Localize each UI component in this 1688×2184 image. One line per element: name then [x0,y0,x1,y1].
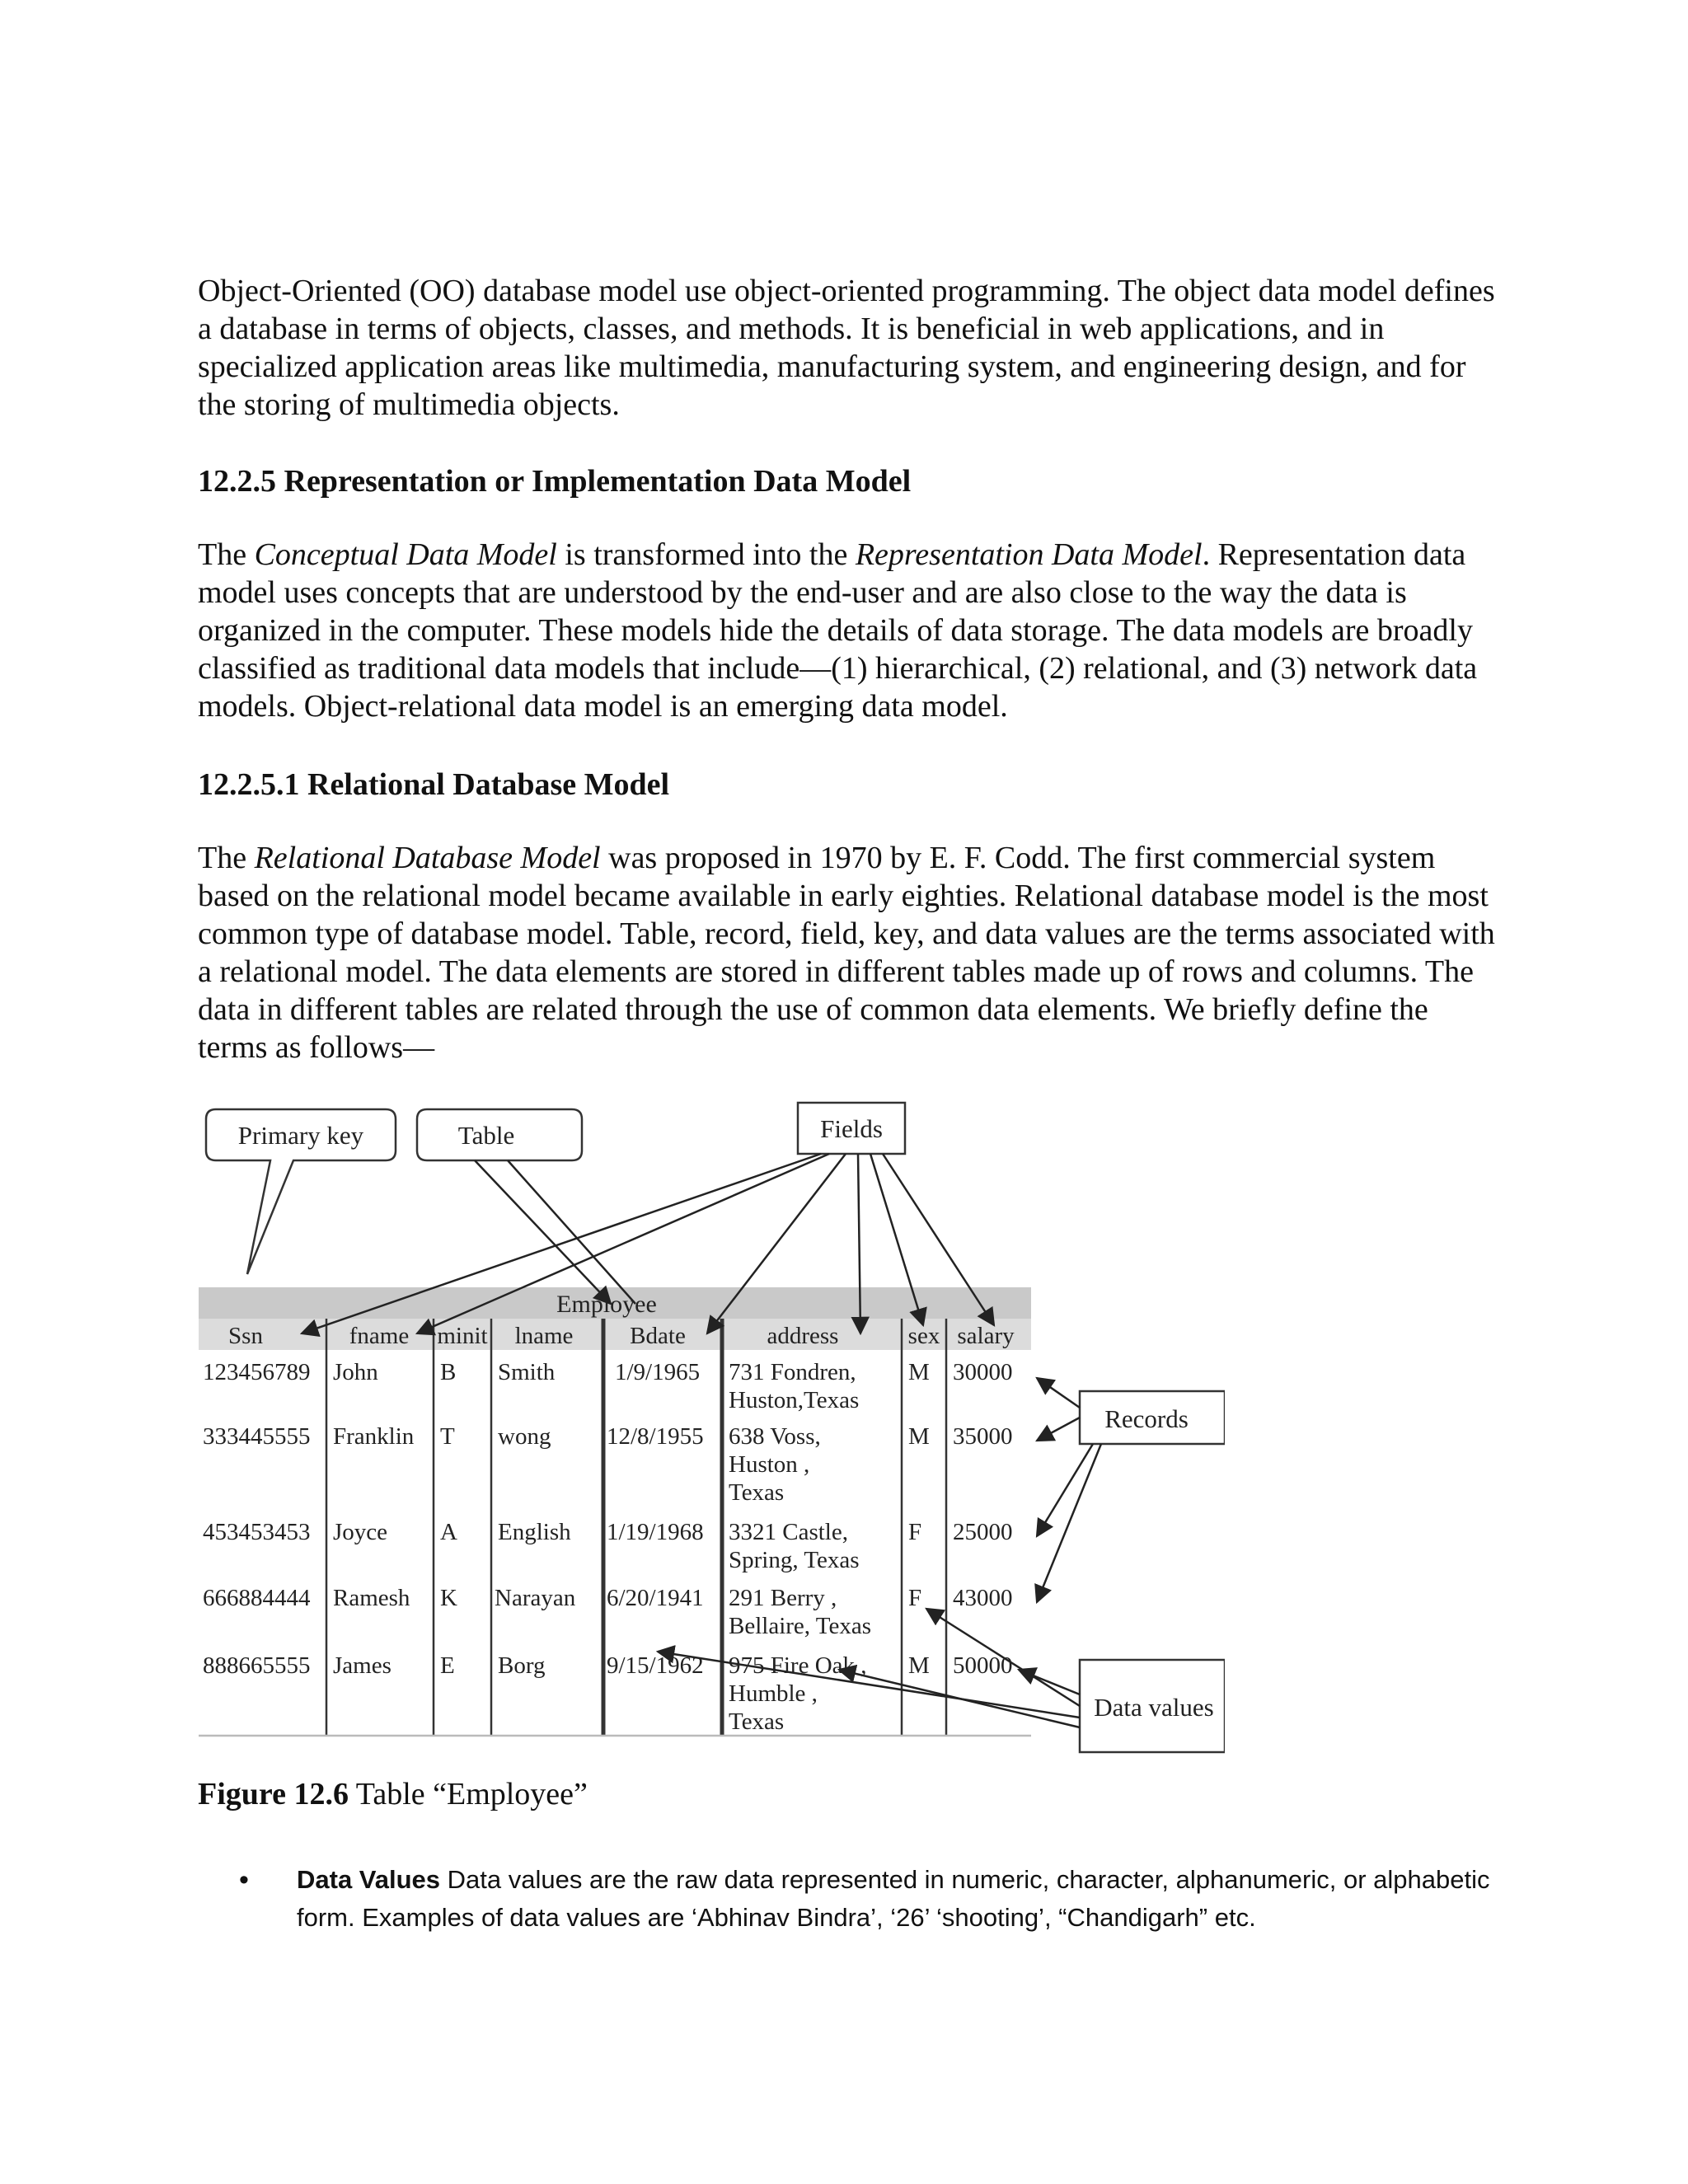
text-run: is transformed into the [556,537,856,572]
cell-lname: English [498,1519,571,1545]
bullet-item-data-values [297,1861,1533,1937]
arrow-record-3 [1037,1444,1093,1536]
cell-bdate: 1/19/1968 [607,1519,704,1545]
heading-relational-model: 12.2.5.1 Relational Database Model [198,767,670,802]
cell-sex: F [908,1585,922,1611]
arrow-record-2 [1037,1418,1080,1441]
term-relational-database-model: Relational Database Model [254,841,601,875]
text-run: The [198,841,255,875]
cell-address-line: 638 Voss, [729,1423,821,1450]
figure-caption [198,1776,588,1812]
term-representation-data-model: Representation Data Model [855,537,1203,572]
cell-fname: James [333,1652,392,1679]
bullet-definition: Data values are the raw data represented in numeric, character, alphanumeric, or alphabetic form. Examples of data values are ‘Abhinav Bindra’, ‘26’ ‘shooting’, “Chandigarh” etc. [297,1865,1490,1932]
bullet-icon: • [239,1864,249,1896]
cell-fname: Ramesh [333,1585,410,1611]
cell-sex: M [908,1359,930,1385]
cell-minit: K [440,1585,457,1611]
callout-primary-key-label: Primary key [237,1121,364,1150]
text-run: The [198,537,255,572]
table-row [203,1423,1013,1506]
cell-fname: Franklin [333,1423,415,1450]
header-ssn: Ssn [228,1323,263,1349]
text-run: was proposed in 1970 by E. F. Codd. The first commercial system based on the relational model became available in early eighties. Relational database model is the most common type of database model. Table, record, field, key, and data values are the terms associated with a relational model. The data elements are stored in different tables made up of rows and columns. The data in different tables are related through the use of common data elements. We briefly define the terms as follows— [198,841,1495,1065]
figure-caption-label: Figure 12.6 [198,1777,349,1811]
figure-caption-text: Table “Employee” [348,1777,588,1811]
table-title: Employee [556,1291,657,1318]
cell-sex: M [908,1423,930,1450]
cell-address-line: Huston , [729,1451,810,1478]
cell-lname: wong [498,1423,551,1450]
header-sex: sex [907,1323,940,1349]
cell-salary: 30000 [953,1359,1013,1385]
term-conceptual-data-model: Conceptual Data Model [254,537,557,572]
heading-representation-model: 12.2.5 Representation or Implementation Data Model [198,464,912,499]
cell-sex: F [908,1519,922,1545]
cell-fname: John [333,1359,378,1385]
cell-bdate: 6/20/1941 [607,1585,704,1611]
text-run: . Representation data model uses concepts that are understood by the end-user and are also close to the way the data is organized in the computer. These models hide the details of data storage. The data models are broadly classified as traditional data models that include—(1) hierarchical, (2) relational, and (3) network data models. Object-relational data model is an emerging data model. [198,537,1478,724]
cell-ssn: 666884444 [203,1585,311,1611]
header-fname: fname [349,1323,410,1349]
employee-table-figure [195,1101,1225,1760]
header-lname: lname [514,1323,574,1349]
arrow-record-1 [1037,1378,1080,1408]
table-row [203,1519,1013,1573]
header-address: address [767,1323,839,1349]
cell-minit: E [440,1652,455,1679]
cell-salary: 25000 [953,1519,1013,1545]
cell-ssn: 123456789 [203,1359,311,1385]
cell-address-line: Texas [729,1479,785,1506]
cell-bdate: 1/9/1965 [615,1359,701,1385]
cell-ssn: 453453453 [203,1519,311,1545]
arrow-record-4 [1037,1444,1101,1602]
cell-lname: Smith [498,1359,556,1385]
cell-ssn: 333445555 [203,1423,311,1450]
cell-lname: Borg [498,1652,546,1679]
cell-address-line: Spring, Texas [729,1547,860,1573]
cell-bdate: 12/8/1955 [607,1423,704,1450]
cell-address-line: 975 Fire Oak , [729,1652,867,1679]
callout-fields-label: Fields [820,1114,883,1143]
cell-salary: 35000 [953,1423,1013,1450]
cell-sex: M [908,1652,930,1679]
cell-minit: T [440,1423,455,1450]
callout-records-label: Records [1104,1404,1189,1433]
arrow-value-sex [926,1609,1080,1706]
callout-data-values-label: Data values [1094,1693,1214,1722]
cell-address-line: Bellaire, Texas [729,1613,871,1639]
cell-address-line: 291 Berry , [729,1585,837,1611]
cell-address-line: 3321 Castle, [729,1519,848,1545]
cell-salary: 43000 [953,1585,1013,1611]
cell-lname: Narayan [495,1585,576,1611]
cell-bdate: 9/15/1962 [607,1652,704,1679]
table-row [203,1585,1013,1639]
cell-address-line: Humble , [729,1680,818,1707]
paragraph-representation-model [198,536,1500,725]
table-row [203,1652,1013,1735]
table-header-bar [199,1319,1031,1350]
cell-salary: 50000 [953,1652,1013,1679]
callout-table-label: Table [457,1121,515,1150]
cell-address-line: Huston,Texas [729,1387,860,1413]
cell-ssn: 888665555 [203,1652,311,1679]
header-salary: salary [957,1323,1015,1349]
header-minit: minit [437,1323,488,1349]
paragraph-oo-model: Object-Oriented (OO) database model use object-oriented programming. The object data model defines a database in terms of objects, classes, and methods. It is beneficial in web applications, and in specialized application areas like multimedia, manufacturing system, and engineering design, and for the storing of multimedia objects. [198,274,1495,422]
header-bdate: Bdate [630,1323,686,1349]
cell-address-line: 731 Fondren, [729,1359,856,1385]
arrow-table [475,1160,611,1304]
paragraph-relational-model [198,839,1500,1066]
cell-address-line: Texas [729,1708,785,1735]
cell-minit: A [440,1519,457,1545]
bullet-term: Data Values [297,1865,441,1894]
cell-minit: B [440,1359,457,1385]
cell-fname: Joyce [333,1519,388,1545]
arrow-table-line [508,1160,635,1304]
table-row [203,1359,1013,1413]
